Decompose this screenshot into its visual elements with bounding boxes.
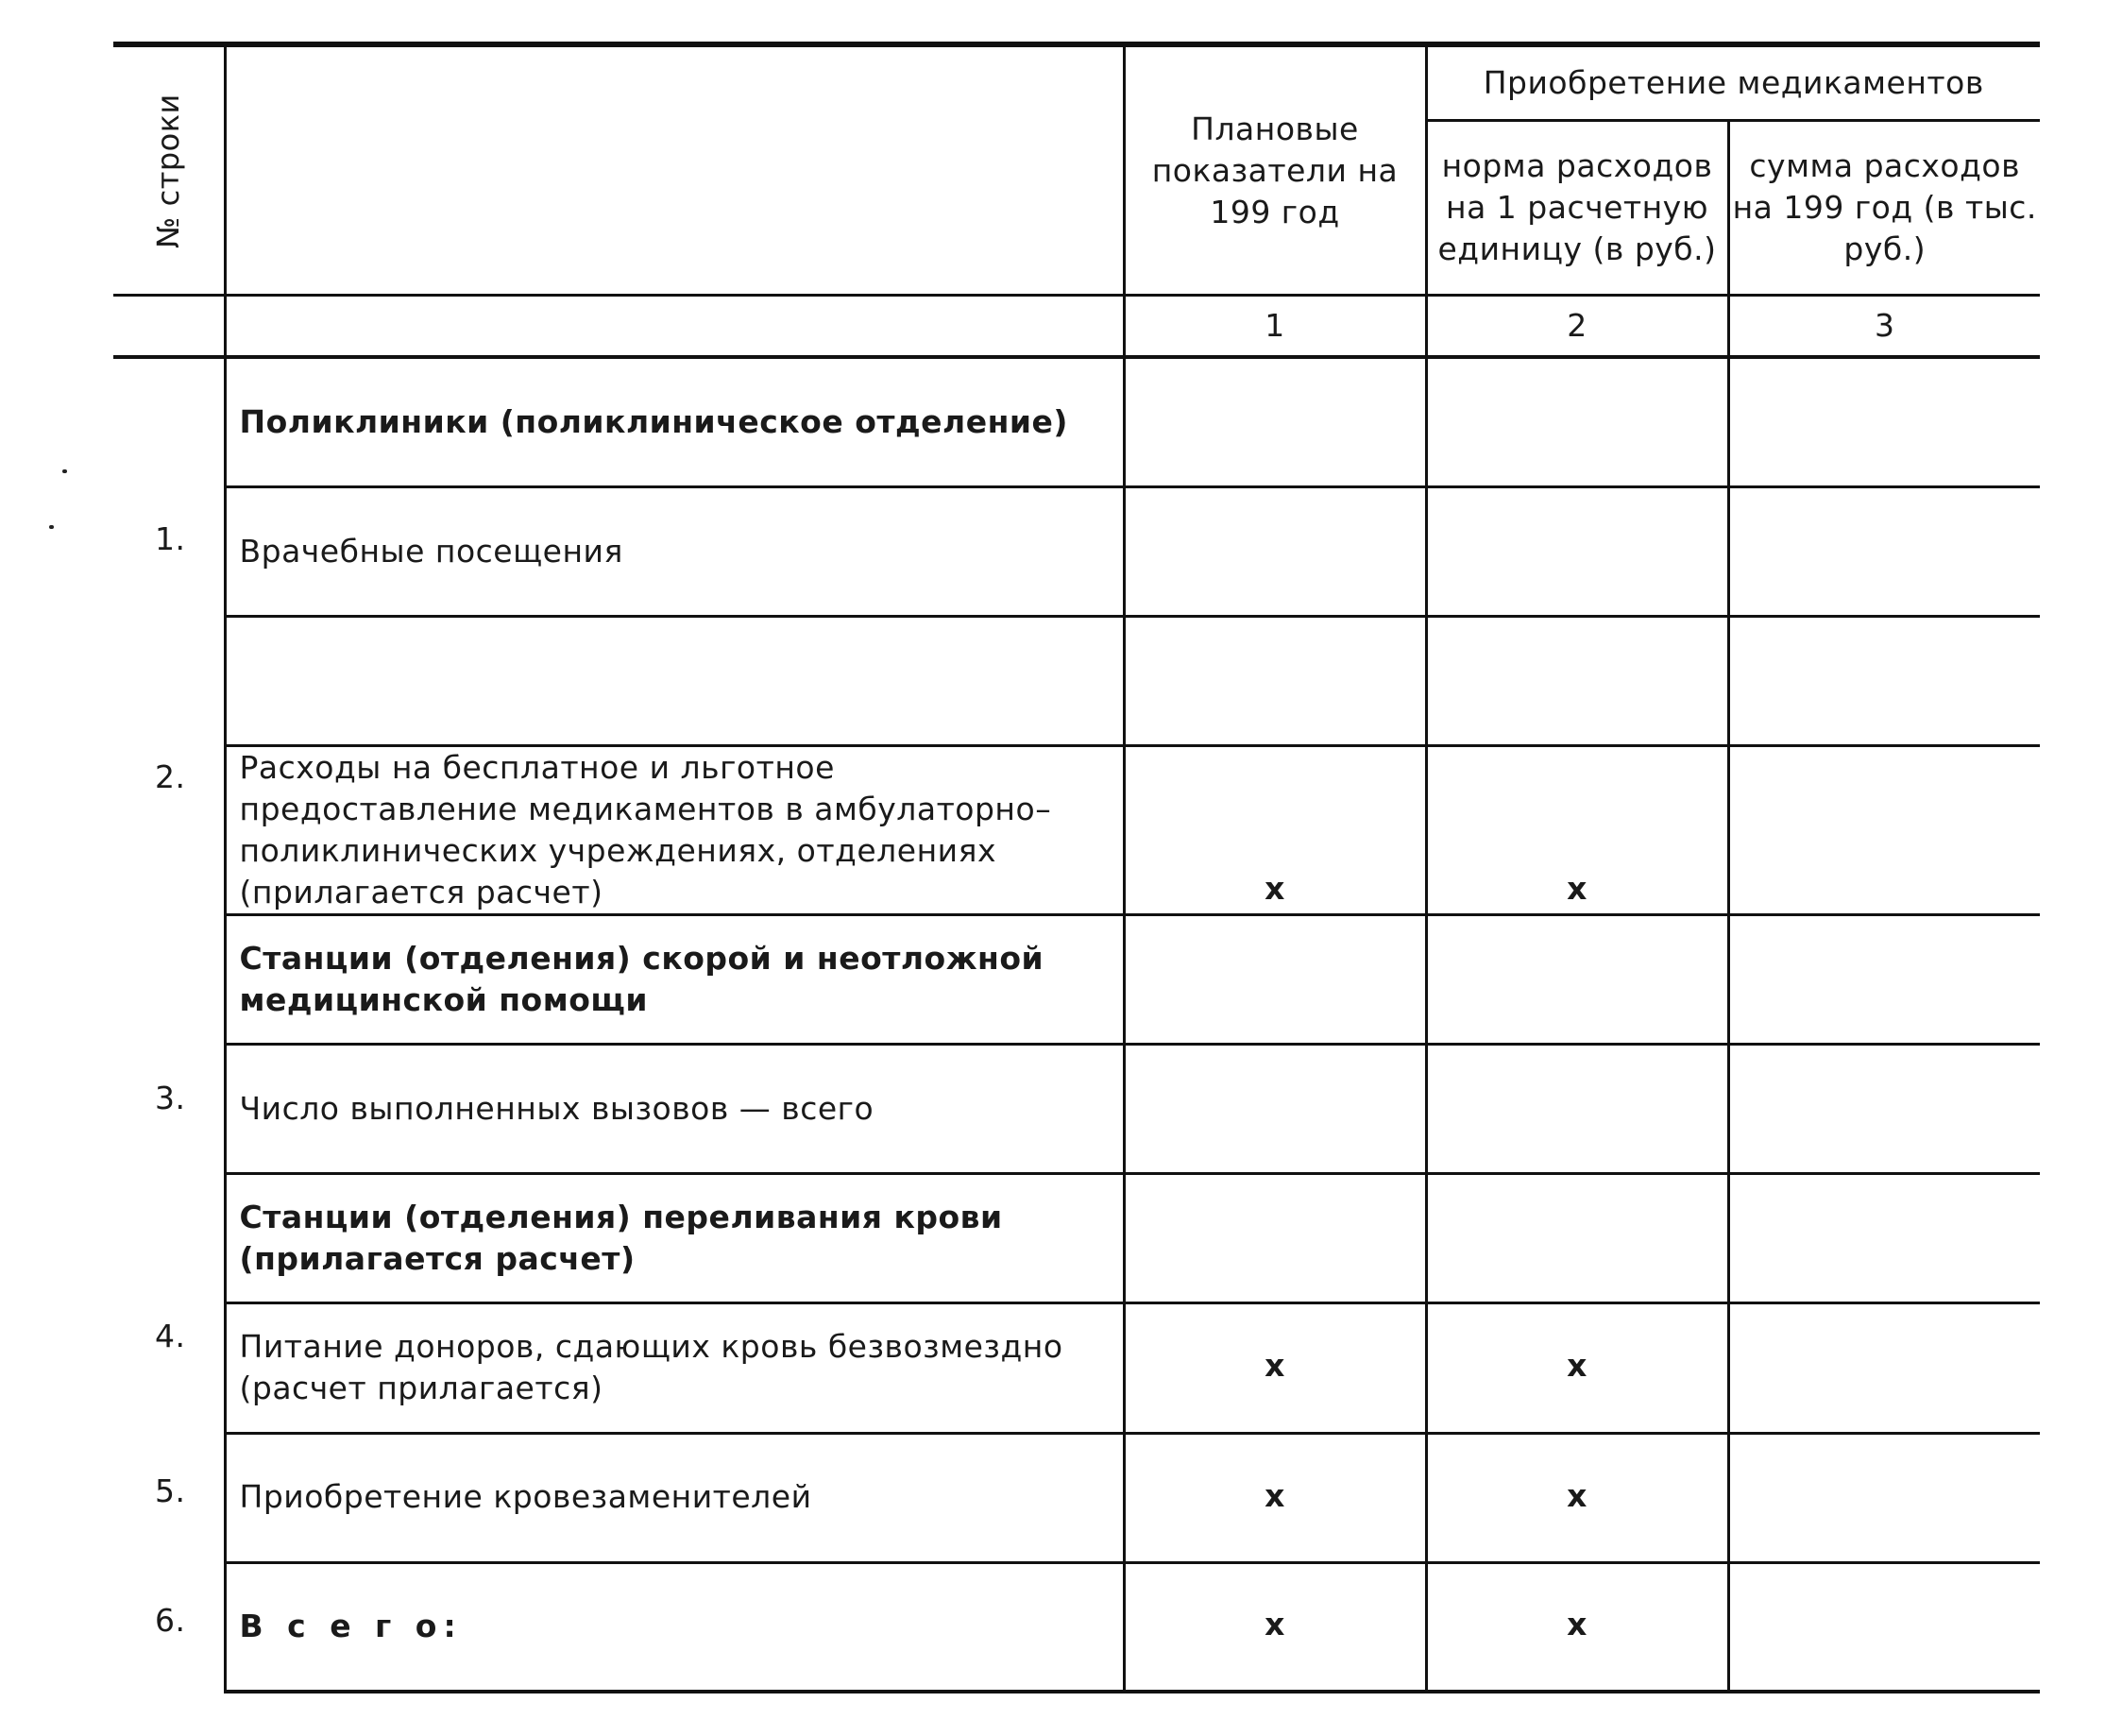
row-label: Врачебные посещения bbox=[225, 486, 1124, 616]
col-number-2: 2 bbox=[1426, 296, 1728, 358]
amount-cell[interactable] bbox=[1728, 914, 2040, 1044]
amount-cell[interactable] bbox=[1728, 1173, 2040, 1302]
purchase-group-header: Приобретение медикаментов bbox=[1426, 44, 2040, 121]
planned-cell[interactable] bbox=[1124, 1044, 1426, 1173]
row-label: Станции (отделения) переливания крови (прилагается расчет) bbox=[225, 1173, 1124, 1302]
col-number-3: 3 bbox=[1728, 296, 2040, 358]
row-number: 6. bbox=[155, 1602, 186, 1639]
x-mark: x bbox=[1124, 745, 1426, 914]
x-mark: x bbox=[1124, 1433, 1426, 1562]
table-row bbox=[113, 486, 2040, 616]
amount-cell[interactable] bbox=[1728, 486, 2040, 616]
scan-speck bbox=[62, 469, 67, 473]
table-row bbox=[113, 616, 2040, 745]
table-row bbox=[113, 357, 2040, 486]
norm-cell[interactable] bbox=[1426, 1044, 1728, 1173]
row-label: Питание доноров, сдающих кровь безвозмездно (расчет прилагается) bbox=[225, 1302, 1124, 1433]
planned-header: Плановые показатели на 199 год bbox=[1124, 44, 1426, 296]
total-amount-cell[interactable] bbox=[1728, 1562, 2040, 1692]
header-row bbox=[113, 44, 2040, 121]
norm-cell[interactable] bbox=[1426, 486, 1728, 616]
row-label: Станции (отделения) скорой и неотложной медицинской помощи bbox=[225, 914, 1124, 1044]
amount-cell[interactable] bbox=[1728, 1433, 2040, 1562]
total-label: В с е г о: bbox=[225, 1562, 1124, 1692]
planned-cell[interactable] bbox=[1124, 486, 1426, 616]
table-row bbox=[113, 1044, 2040, 1173]
sum-header: сумма расходов на 199 год (в тыс. руб.) bbox=[1728, 121, 2040, 296]
row-no-header bbox=[113, 44, 225, 296]
medication-expense-table bbox=[113, 42, 2040, 1693]
description-header bbox=[225, 44, 1124, 296]
row-number: 3. bbox=[155, 1080, 186, 1116]
row-no-label: № строки bbox=[150, 93, 187, 248]
amount-cell[interactable] bbox=[1728, 1302, 2040, 1433]
norm-cell[interactable] bbox=[1426, 616, 1728, 745]
x-mark: x bbox=[1426, 1302, 1728, 1433]
column-number-row bbox=[113, 296, 2040, 358]
row-number: 4. bbox=[155, 1318, 186, 1354]
amount-cell[interactable] bbox=[1728, 745, 2040, 914]
table-row bbox=[113, 914, 2040, 1044]
table-row bbox=[113, 1173, 2040, 1302]
scan-speck bbox=[49, 525, 54, 529]
col-number-1: 1 bbox=[1124, 296, 1426, 358]
row-number: 5. bbox=[155, 1472, 186, 1509]
row-number: 1. bbox=[155, 520, 186, 557]
table-row bbox=[113, 745, 2040, 914]
table-row bbox=[113, 1302, 2040, 1433]
table-row bbox=[113, 1433, 2040, 1562]
amount-cell[interactable] bbox=[1728, 1044, 2040, 1173]
row-number: 2. bbox=[155, 758, 186, 795]
x-mark: x bbox=[1426, 745, 1728, 914]
row-label: Приобретение кровезаменителей bbox=[225, 1433, 1124, 1562]
table-row bbox=[113, 1562, 2040, 1692]
row-label: Расходы на бесплатное и льготное предоставление медикаментов в амбулаторно–поликлинических учреждениях, отделениях (прилагается расчет) bbox=[225, 745, 1124, 914]
x-mark: x bbox=[1124, 1302, 1426, 1433]
norm-header: норма расходов на 1 расчетную единицу (в руб.) bbox=[1426, 121, 1728, 296]
row-label: Число выполненных вызовов — всего bbox=[225, 1044, 1124, 1173]
row-label: Поликлиники (поликлиническое отделение) bbox=[225, 357, 1124, 486]
x-mark: x bbox=[1426, 1562, 1728, 1692]
planned-cell[interactable] bbox=[1124, 616, 1426, 745]
x-mark: x bbox=[1426, 1433, 1728, 1562]
amount-cell[interactable] bbox=[1728, 616, 2040, 745]
x-mark: x bbox=[1124, 1562, 1426, 1692]
amount-cell[interactable] bbox=[1728, 357, 2040, 486]
